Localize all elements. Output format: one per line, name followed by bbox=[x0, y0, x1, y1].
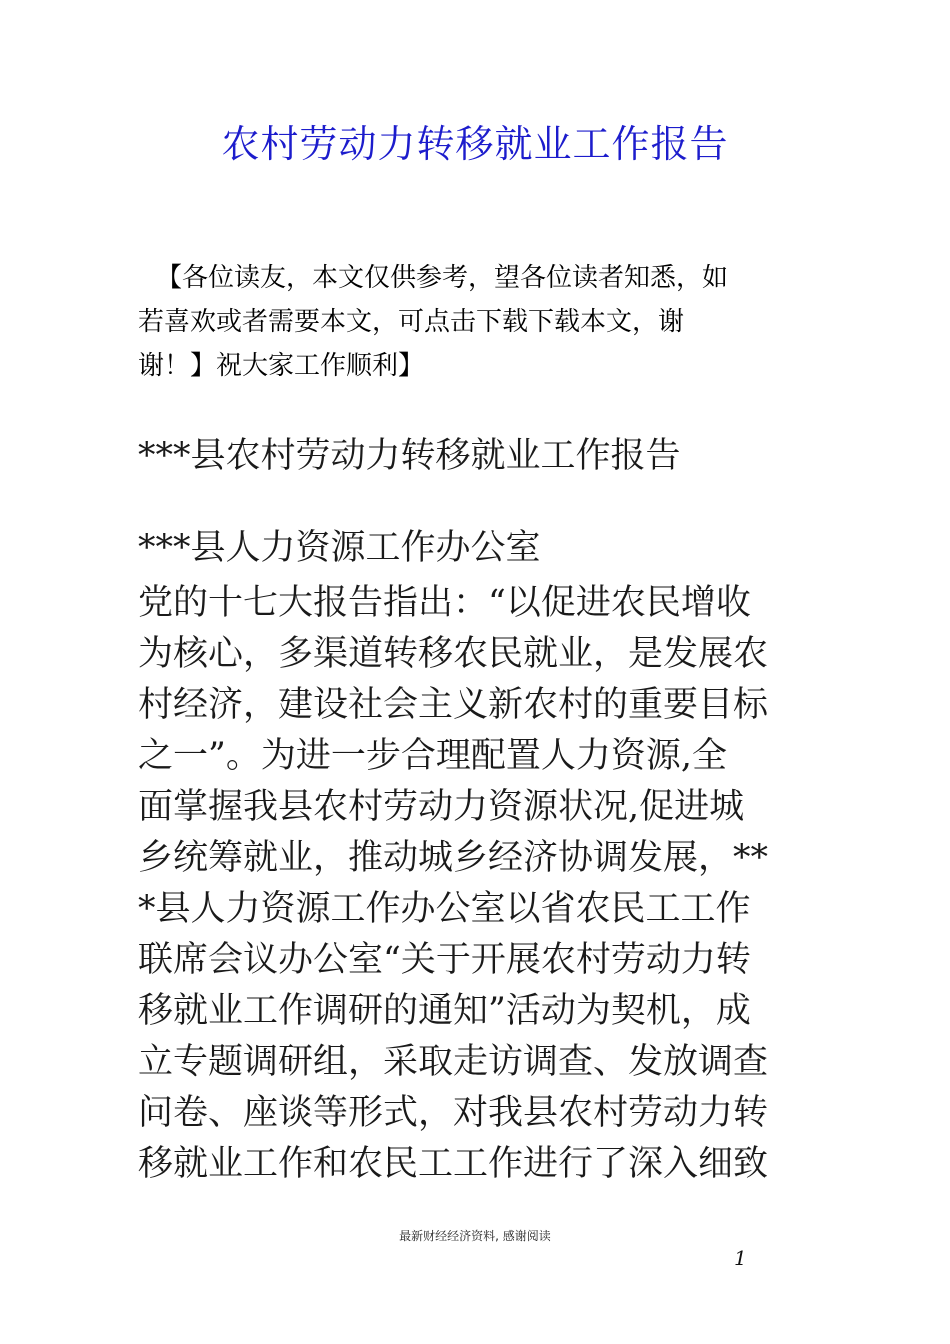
paragraph-line: 立专题调研组，采取走访调查、发放调查 bbox=[138, 1042, 769, 1082]
paragraph-line: 面掌握我县农村劳动力资源状况,促进城 bbox=[138, 787, 745, 827]
paragraph-line: 为核心，多渠道转移农民就业，是发展农 bbox=[138, 634, 769, 674]
office-heading: ***县人力资源工作办公室 bbox=[138, 528, 541, 568]
reader-notice bbox=[138, 256, 828, 388]
page-number: 1 bbox=[734, 1246, 747, 1270]
paragraph-line: 移就业工作和农民工工作进行了深入细致 bbox=[138, 1144, 769, 1184]
footer-note: 最新财经经济资料, 感谢阅读 bbox=[399, 1229, 551, 1243]
notice-line: 谢！】祝大家工作顺利】 bbox=[138, 351, 425, 381]
paragraph-line: 党的十七大报告指出：“以促进农民增收 bbox=[138, 583, 751, 623]
notice-line: 若喜欢或者需要本文，可点击下载下载本文，谢 bbox=[138, 307, 685, 337]
notice-line: 【各位读友，本文仅供参考，望各位读者知悉，如 bbox=[156, 263, 729, 293]
paragraph-line: 乡统筹就业，推动城乡经济协调发展，** bbox=[138, 838, 769, 878]
paragraph-line: 村经济，建设社会主义新农村的重要目标 bbox=[138, 685, 769, 725]
paragraph-line: *县人力资源工作办公室以省农民工工作 bbox=[138, 889, 751, 929]
document-title: 农村劳动力转移就业工作报告 bbox=[221, 122, 729, 166]
paragraph-line: 之一”。为进一步合理配置人力资源,全 bbox=[138, 736, 728, 776]
body-paragraph bbox=[138, 578, 838, 1190]
paragraph-line: 联席会议办公室“关于开展农村劳动力转 bbox=[138, 940, 751, 980]
report-heading: ***县农村劳动力转移就业工作报告 bbox=[138, 436, 681, 476]
paragraph-line: 移就业工作调研的通知”活动为契机，成 bbox=[138, 991, 751, 1031]
paragraph-line: 问卷、座谈等形式，对我县农村劳动力转 bbox=[138, 1093, 769, 1133]
